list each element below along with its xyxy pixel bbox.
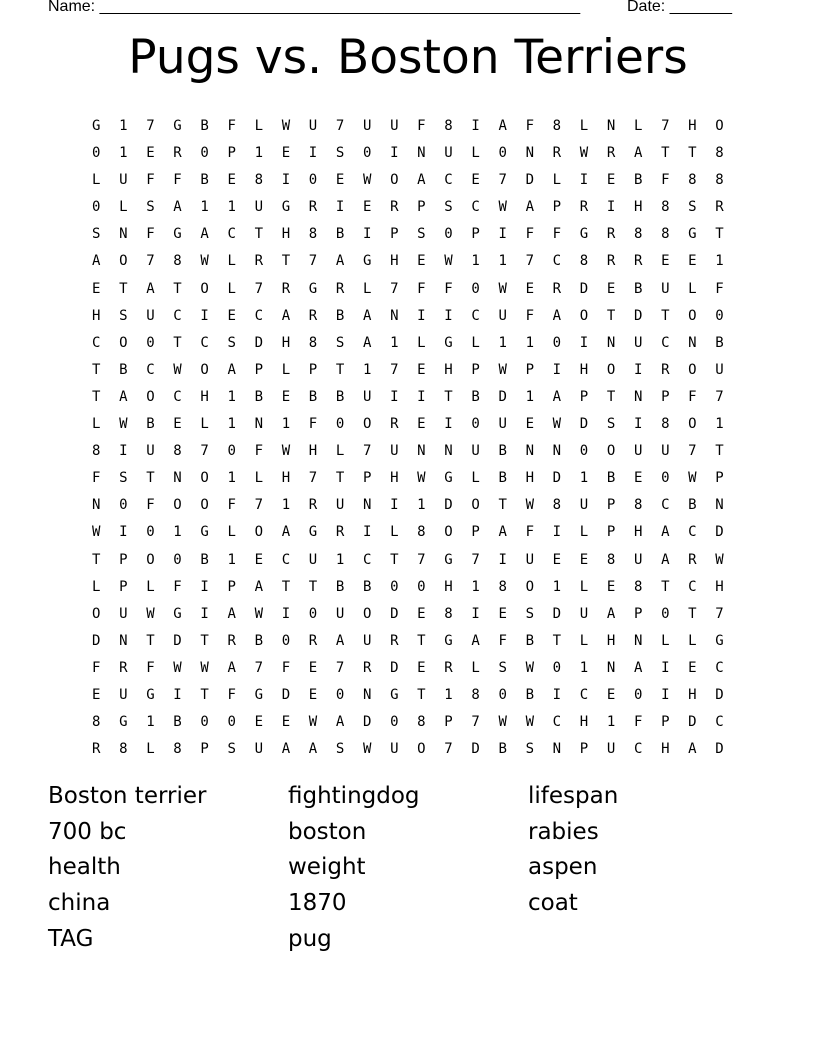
grid-row: HSUCIECARBANIICUFAOTDTO0 bbox=[92, 307, 743, 324]
grid-row: SNFGACTH8BIPS0PIFFGR88GT bbox=[92, 226, 743, 243]
word-list-item: weight bbox=[288, 854, 366, 881]
grid-row: ETATOL7RGRL7FF0WERDEBULF bbox=[92, 280, 743, 297]
grid-row: FSTNO1LH7TPHWGLBHD1BE0WP bbox=[92, 470, 743, 487]
grid-row: 0LSA11UGRIERPSCWAPRIH8SR bbox=[92, 199, 743, 216]
grid-row: WI01GLOAGRIL8OPAFILPHACD bbox=[92, 524, 743, 541]
grid-row: EUGITFGDE0NGT180BICE0IHD bbox=[92, 686, 743, 703]
grid-row: CO0TCSDH8SA1LGL110INUCNB bbox=[92, 334, 743, 351]
word-list-item: health bbox=[48, 854, 121, 881]
word-list-item: aspen bbox=[528, 854, 598, 881]
word-list-item: rabies bbox=[528, 818, 599, 845]
grid-row: LUFFBE8I0EWOACE7DLIEBF88 bbox=[92, 172, 743, 189]
grid-row: LPLFIPATTBB00H18O1LE8TCH bbox=[92, 578, 743, 595]
grid-row: OUWGIAWI0UODE8IESDUAP0T7 bbox=[92, 605, 743, 622]
word-list-column-3 bbox=[528, 779, 618, 922]
grid-row: 01ER0P1EIS0INUL0NRWRATT8 bbox=[92, 145, 743, 162]
word-list-item: 700 bc bbox=[48, 818, 127, 845]
grid-row: FRFWWA7FE7RDERLSW01NAIEC bbox=[92, 659, 743, 676]
grid-row: AO78WLRT7AGHEW117C8RREE1 bbox=[92, 253, 743, 270]
word-list-column-1 bbox=[48, 779, 206, 957]
grid-row: TBCWOAPLPT17EHPWPIHOIROU bbox=[92, 361, 743, 378]
grid-row: 8G1B00EEWAD08P7WWCH1FPDC bbox=[92, 714, 743, 731]
word-list-item: pug bbox=[288, 925, 332, 952]
name-field-label: Name: ______________________________________________________ bbox=[48, 0, 581, 15]
word-list-column-2 bbox=[288, 779, 420, 957]
word-list-item: TAG bbox=[48, 925, 94, 952]
word-list-item: china bbox=[48, 890, 111, 917]
page-title: Pugs vs. Boston Terriers bbox=[128, 30, 688, 85]
word-list-item: boston bbox=[288, 818, 367, 845]
word-list-item: fightingdog bbox=[288, 783, 420, 809]
grid-row: 8IU870FWHL7UNNUBNN0OUU7T bbox=[92, 443, 743, 460]
grid-row: N0FOOF71RUNI1DOTW8UP8CBN bbox=[92, 497, 743, 514]
grid-row: R8L8PSUAASWUO7DBSNPUCHAD bbox=[92, 741, 743, 758]
grid-row: TAOCH1BEBBUIITBD1APTNPF7 bbox=[92, 388, 743, 405]
word-search-grid bbox=[92, 113, 742, 763]
grid-row: DNTDTRB0RAURTGAFBTLHNLLG bbox=[92, 632, 743, 649]
word-list-item: 1870 bbox=[288, 890, 347, 917]
word-list-item: Boston terrier bbox=[48, 783, 207, 809]
date-field-label: Date: _______ bbox=[627, 0, 732, 15]
grid-row: LWBEL1N1F0OREI0UEWDSI8O1 bbox=[92, 416, 743, 433]
grid-row: TPO0B1ECU1CT7G7IUEE8UARW bbox=[92, 551, 743, 568]
word-list-item: coat bbox=[528, 890, 578, 917]
grid-row: G17GBFLWU7UUF8IAF8LNL7HO bbox=[92, 118, 743, 134]
word-list-item: lifespan bbox=[528, 783, 619, 809]
